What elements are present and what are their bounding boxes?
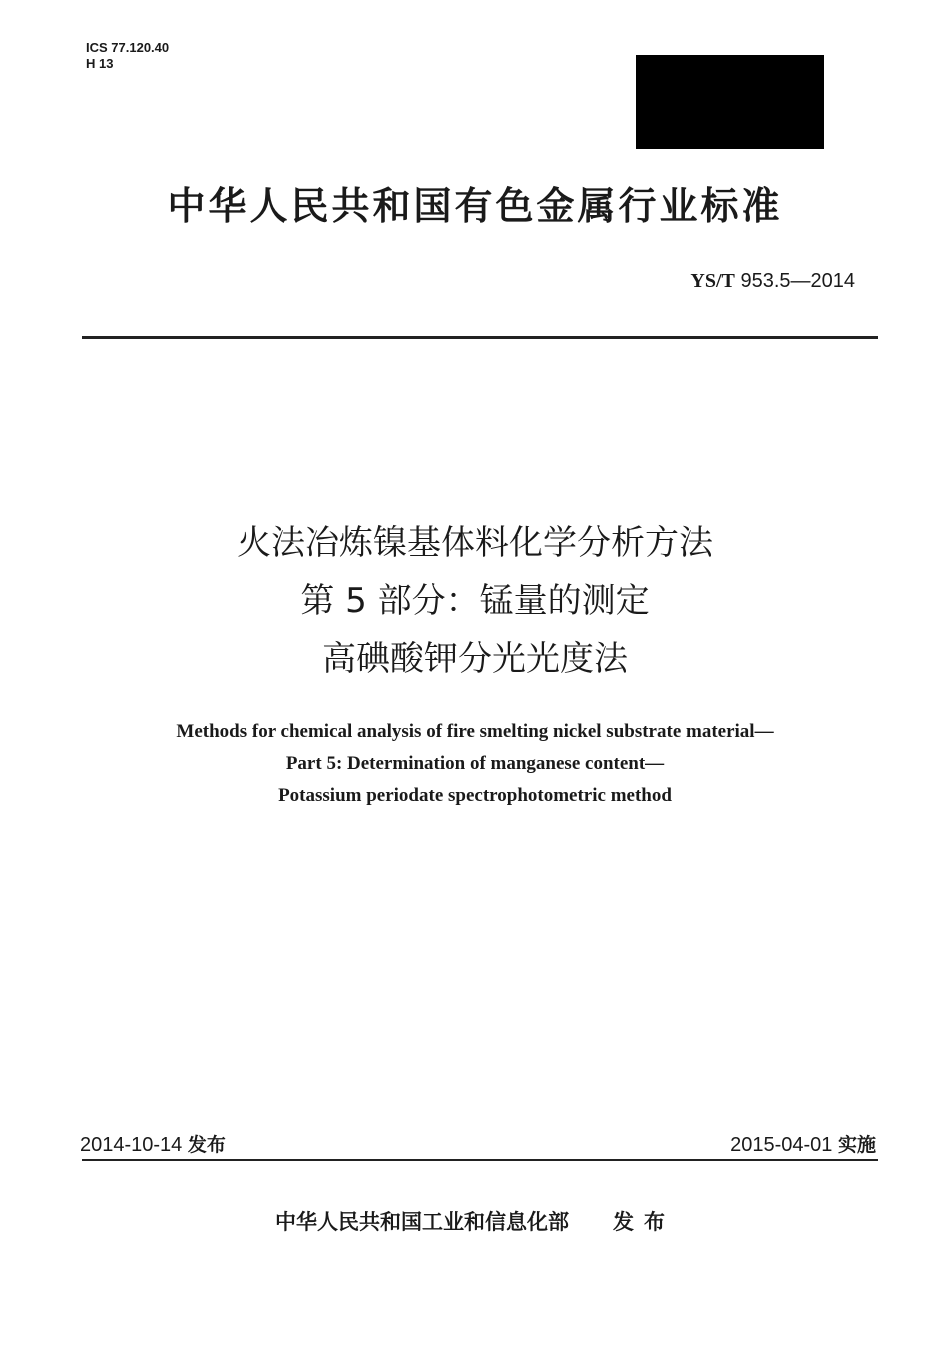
classification-codes [86,40,169,72]
chinese-title-line-1: 火法冶炼镍基体料化学分析方法 [237,523,713,563]
industry-standard-title: 中华人民共和国有色金属行业标准 [167,184,783,228]
chinese-title [0,514,950,688]
issue-date-value: 2014-10-14 [80,1134,183,1156]
ccs-code: H 13 [86,56,114,71]
issuer-name: 中华人民共和国工业和信息化部 [275,1210,569,1234]
issue-date [80,1130,226,1157]
standard-code: YS/T [690,270,735,292]
english-title-line-1: Methods for chemical analysis of fire smelting nickel substrate material— [176,721,774,742]
standard-number-value: 953.5—2014 [740,270,855,292]
implementation-date [730,1130,876,1157]
english-title [0,716,950,812]
standard-number [690,270,855,293]
top-divider [82,336,878,339]
english-title-line-3: Potassium periodate spectrophotometric method [278,785,672,806]
bottom-divider [82,1159,878,1161]
issuer-action: 发布 [613,1210,675,1234]
implementation-date-value: 2015-04-01 [730,1134,833,1156]
issue-label: 发布 [187,1134,226,1156]
implementation-label: 实施 [837,1134,876,1156]
redacted-block [636,55,824,149]
chinese-title-line-2: 第 5 部分：锰量的测定 [300,581,650,621]
english-title-line-2: Part 5: Determination of manganese content— [285,753,665,774]
chinese-title-line-3: 高碘酸钾分光光度法 [322,639,628,679]
ics-code: ICS 77.120.40 [86,40,170,55]
issuing-authority [0,1206,950,1236]
